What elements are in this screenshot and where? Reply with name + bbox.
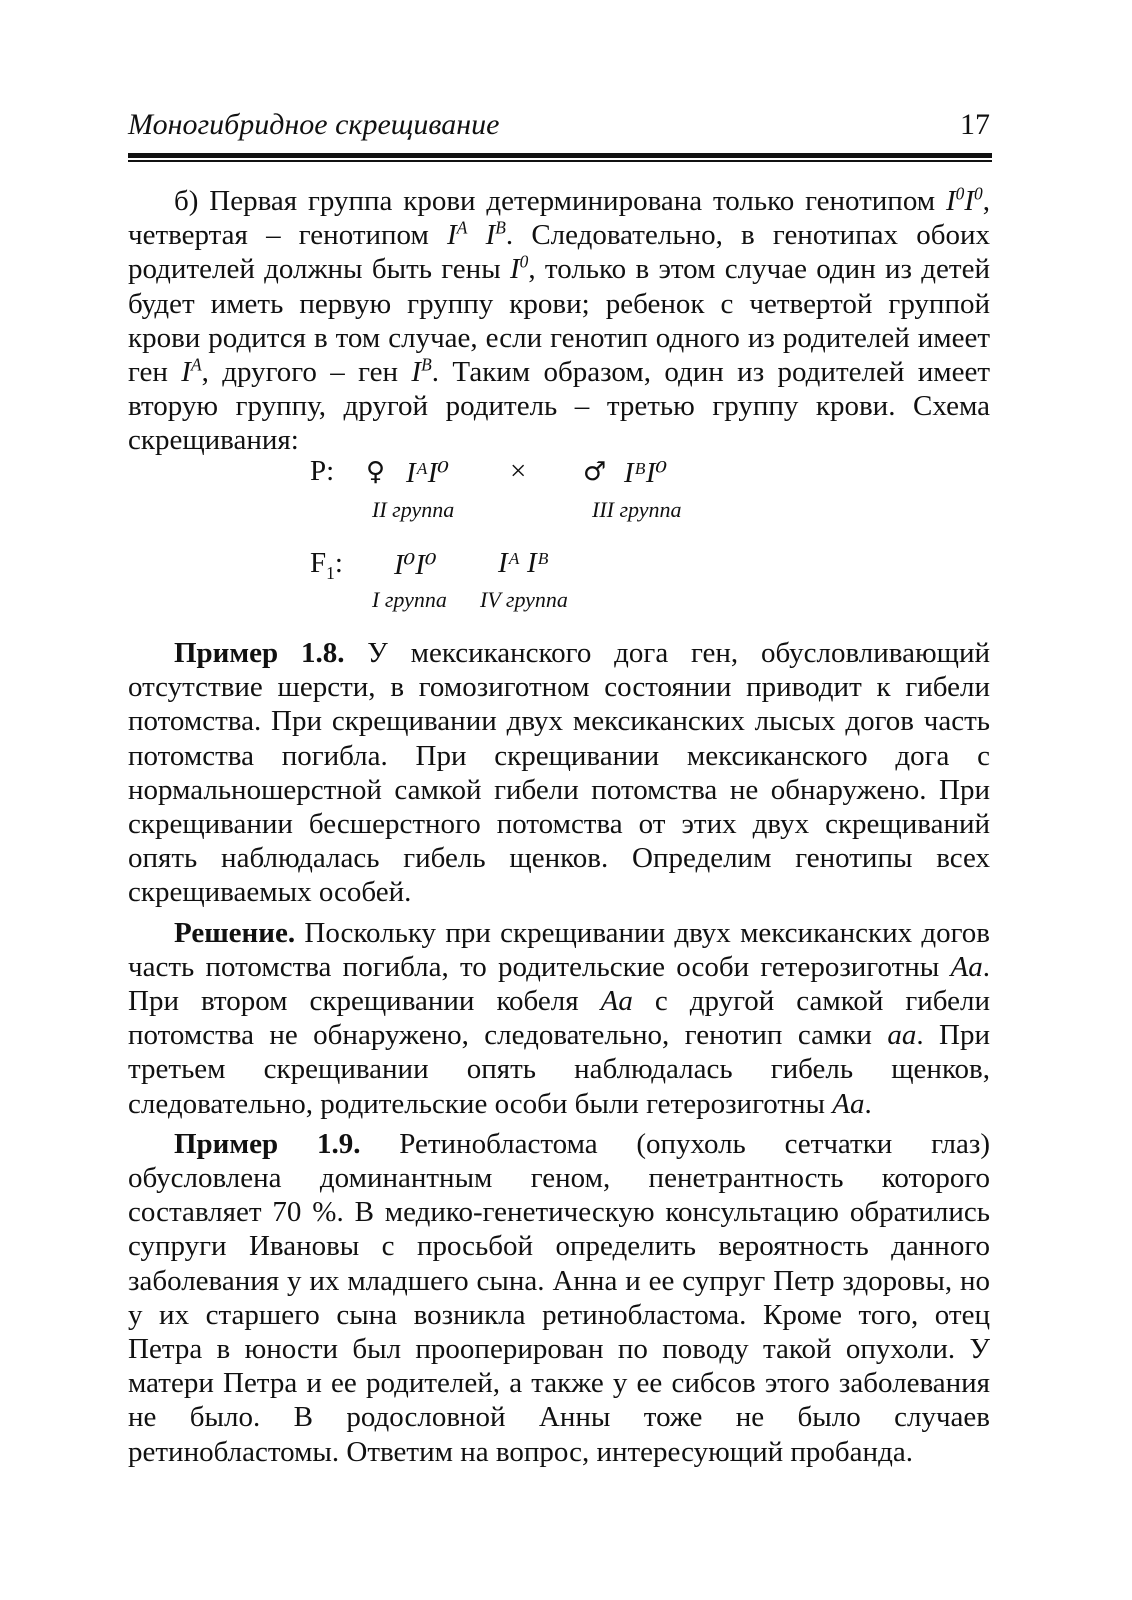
solution-paragraph: Решение. Поскольку при скрещивании двух мексиканских догов часть потомства погибла, то родительские особи гетерозиготны Aa. При втором скрещивании кобеля Aa с другой самкой гибели потомства не обнаружено, следовательно, генотип самки aa. При третьем скрещивании опять наблюдалась гибель щенков, следовательно, родительские особи были гетерозиготны Aa. [128, 916, 991, 1120]
cross-symbol: × [510, 455, 527, 487]
example-1-8: Пример 1.8. У мексиканского дога ген, обусловливающий отсутствие шерсти, в гомозиготном состоянии приводит к гибели потомства. При скрещивании двух мексиканских лысых догов часть потомства погибла. При скрещивании мексиканского дога с нормальношерстной самкой гибели потомства не обнаружено. При скрещивании бесшерстного потомства от этих двух скрещиваний опять наблюдалась гибель щенков. Определим генотипы всех скрещиваемых особей. [128, 637, 991, 909]
running-header [128, 108, 990, 142]
f1-label: $F_1$: [310, 547, 343, 583]
gene-ib: $I^B$ [411, 354, 432, 389]
female-blood-group: II группа [372, 497, 455, 522]
example-1-9-label: Пример 1.9. [174, 1127, 361, 1160]
example-1-8-label: Пример 1.8. [174, 637, 345, 669]
child2-genotype: Iᴬ Iᴮ [498, 547, 549, 579]
example-1-9: Пример 1.9. Ретинобластома (опухоль сетчатки глаз) обусловлена доминантным геном, пенетрантность которого составляет 70 %. В медико-генетическую консультацию обратились супруги Ивановы с просьбой определить вероятность данного заболевания у их младшего сына. Анна и ее супруг Петр здоровы, но у их старшего сына возникла ретинобластома. Кроме того, отец Петра в юности был прооперирован по поводу такой опухоли. У матери Петра и ее родителей, а также у ее сибсов этого заболевания не было. В родословной Анны тоже не было случаев ретинобластомы. Ответим на вопрос, интересующий пробанда. [128, 1127, 990, 1468]
header-rule-thin [128, 160, 992, 162]
child1-blood-group: I группа [372, 587, 447, 612]
genotype-i0i0: $I^0I^0$ [946, 183, 983, 217]
female-genotype: IᴬI⁰ [406, 457, 450, 489]
blood-group-paragraph-block [128, 184, 990, 458]
examples-block [128, 636, 990, 1469]
blood-group-paragraph: б) Первая группа крови детерминирована только генотипом $I^0I^0$, четвертая – генотипом $I^A$ $I^B$. Следовательно, в генотипах обоих родителей должны быть гены $I^0$, только в этом случае один из детей будет иметь первую группу крови; ребенок с четвертой группой крови родится в том случае, если генотип одного из родителей имеет ген $I^A$, другого – ген $I^B$. Таким образом, один из родителей имеет вторую группу, другой родитель – третью группу крови. Схема скрещивания: [128, 183, 991, 457]
gene-ia: $I^A$ [181, 354, 202, 389]
running-title: Моногибридное скрещивание [128, 108, 500, 141]
crossing-scheme [128, 455, 990, 625]
female-icon: ♀ [366, 457, 386, 487]
gene-i0: $I^0$ [509, 251, 529, 286]
header-rule-thick [128, 153, 992, 158]
solution-label: Решение. [174, 916, 296, 949]
male-genotype: IᴮI⁰ [624, 457, 668, 489]
male-icon: ♂ [583, 457, 607, 487]
page-number: 17 [960, 108, 990, 141]
genotype-iaib: $I^A$ $I^B$ [447, 217, 506, 252]
parents-label: P: [310, 455, 335, 487]
male-blood-group: III группа [592, 497, 682, 522]
child1-genotype: I⁰I⁰ [394, 549, 437, 581]
child2-blood-group: IV группа [480, 587, 568, 612]
